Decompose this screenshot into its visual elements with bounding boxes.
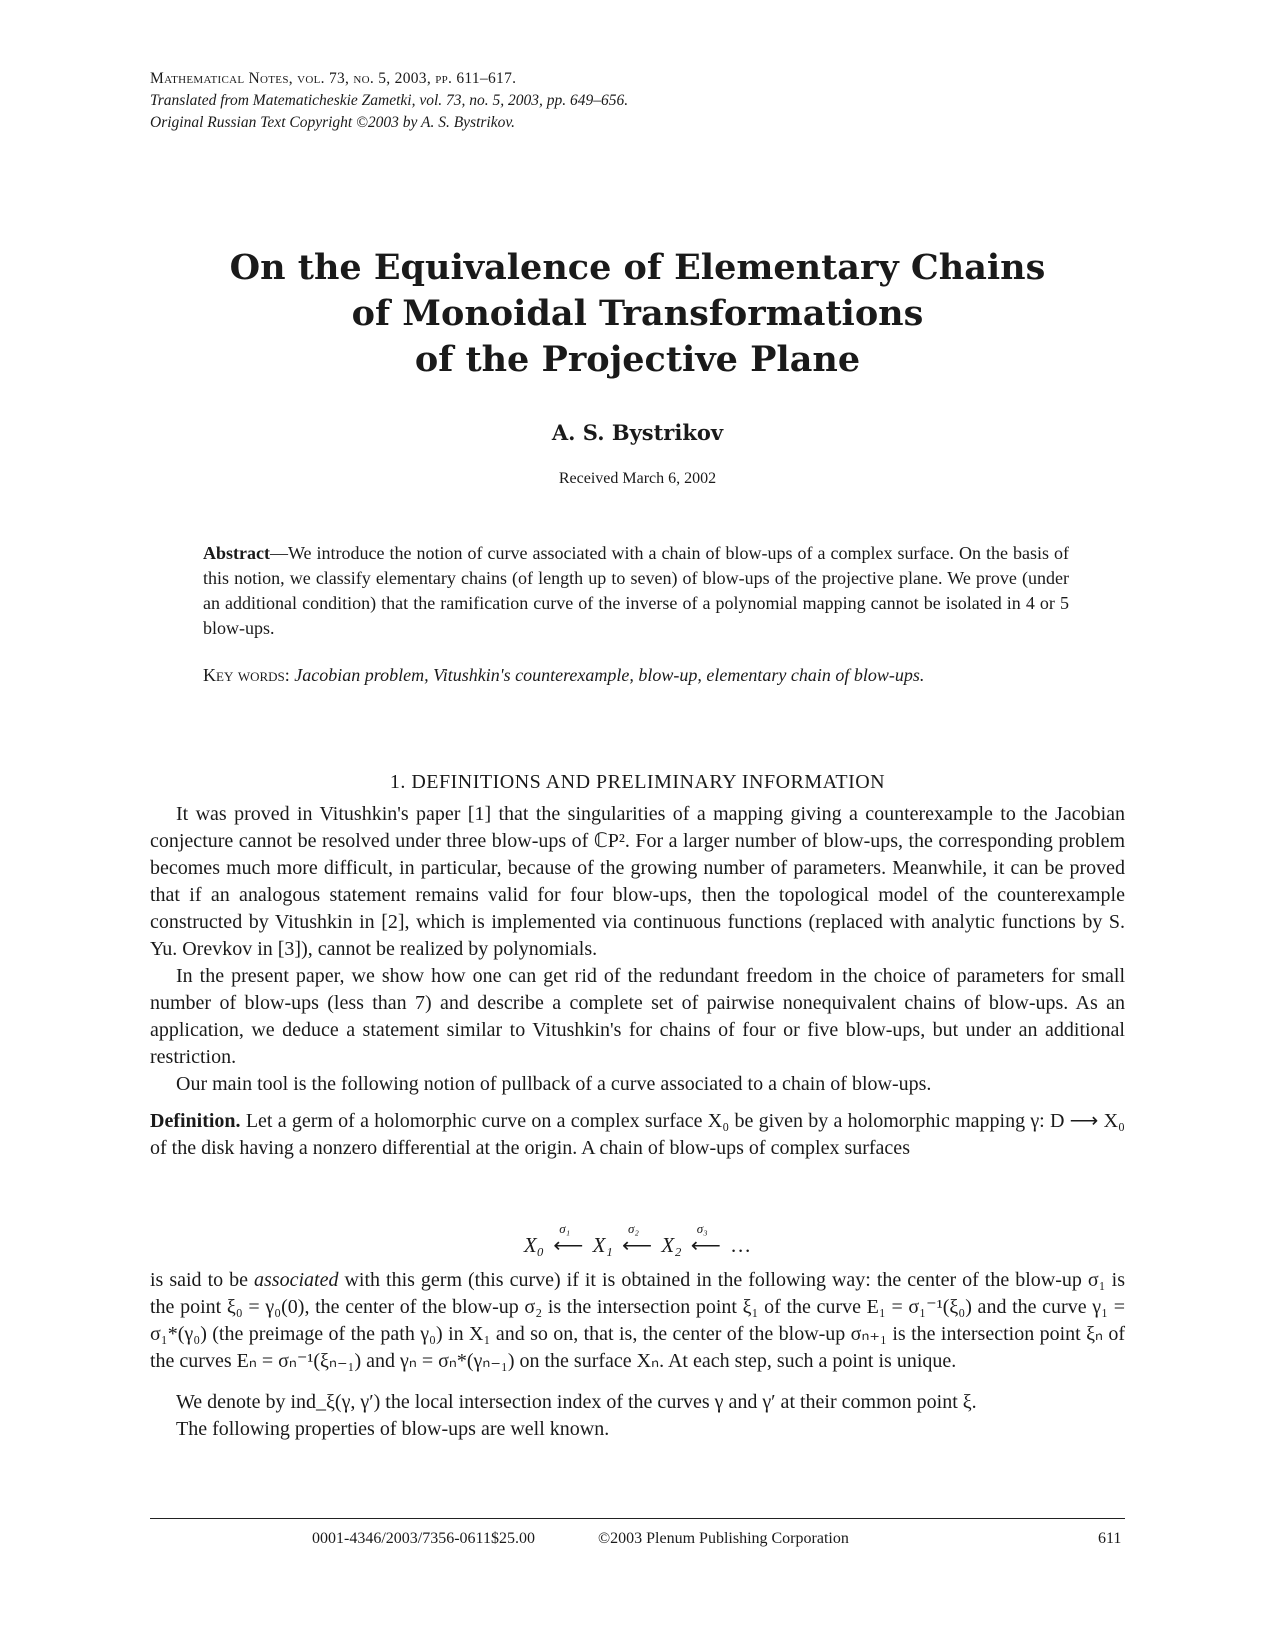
keywords-label: Key words: (203, 665, 290, 685)
p4-pre: is said to be (150, 1269, 255, 1291)
paragraph-3: Our main tool is the following notion of pullback of a curve associated to a chain of blow-ups. (176, 1073, 932, 1095)
eq-x0: X₀ (523, 1233, 545, 1257)
eq-arrow-2: ⟵ σ₂ (622, 1221, 653, 1257)
footer-code: 0001-4346/2003/7356-0611$25.00 (312, 1530, 535, 1547)
p4-italic: associated (254, 1269, 339, 1291)
author-name: A. S. Bystrikov (551, 420, 724, 445)
journal-citation: Mathematical Notes, vol. 73, no. 5, 2003, pp. 611–617. (150, 70, 517, 87)
journal-header (150, 68, 628, 134)
abstract-text: —We introduce the notion of curve associated with a chain of blow-ups of a complex surface. On the basis of this notion, we classify elementary chains (of length up to seven) of blow-ups of the projective plane. We prove (under an additional condition) that the ramification curve of the inverse of a polynomial mapping cannot be isolated in 4 or 5 blow-ups. (203, 543, 1069, 638)
paper-title (0, 245, 1275, 383)
title-line-3: of the Projective Plane (414, 339, 861, 380)
paragraph-5: We denote by ind_ξ(γ, γ′) the local intersection index of the curves γ and γ′ at their common point ξ. (176, 1391, 977, 1413)
paragraph-6: The following properties of blow-ups are well known. (176, 1418, 610, 1440)
definition-text: Let a germ of a holomorphic curve on a complex surface X₀ be given by a holomorphic mapping γ: D ⟶ X₀ of the disk having a nonzero differential at the origin. A chain of blow-ups of complex surfaces (150, 1110, 1126, 1159)
translation-note: Translated from Matematicheskie Zametki, vol. 73, no. 5, 2003, pp. 649–656. (150, 92, 629, 109)
eq-arrow-1: ⟵ σ₁ (553, 1221, 584, 1257)
definition (150, 1108, 1125, 1162)
keywords (203, 663, 1069, 688)
eq-sigma-1: σ₁ (559, 1221, 571, 1236)
p4-post: with this germ (this curve) if it is obtained in the following way: the center of the blow-up σ₁ is the point ξ₀ = γ₀(0), the center of the blow-up σ₂ is the intersection point ξ₁ of the curve E₁ = σ₁⁻¹(ξ₀) and the curve γ₁ = σ₁*(γ₀) (the preimage of the path γ₀) in X₁ and so on, that is, the center of the blow-up σₙ₊₁ is the intersection point ξₙ of the curves Eₙ = σₙ⁻¹(ξₙ₋₁) and γₙ = σₙ*(γₙ₋₁) on the surface Xₙ. At each step, such a point is unique. (150, 1269, 1126, 1372)
abstract (203, 541, 1069, 641)
keywords-text: Jacobian problem, Vitushkin's counterexample, blow-up, elementary chain of blow-ups. (294, 665, 925, 685)
copyright-note: Original Russian Text Copyright ©2003 by A. S. Bystrikov. (150, 114, 515, 131)
eq-x2: X₂ (661, 1233, 682, 1257)
definition-label: Definition. (150, 1110, 241, 1132)
received-date: Received March 6, 2002 (558, 470, 717, 487)
page-number: 611 (1098, 1530, 1122, 1547)
footer-publisher: ©2003 Plenum Publishing Corporation (598, 1530, 849, 1547)
body-text-upper (150, 801, 1125, 1162)
section-heading: 1. DEFINITIONS AND PRELIMINARY INFORMATION (389, 771, 886, 793)
eq-arrow-3: ⟵ σ₃ (690, 1221, 721, 1257)
abstract-label: Abstract (203, 543, 270, 563)
footer-rule (150, 1518, 1125, 1519)
title-line-1: On the Equivalence of Elementary Chains (229, 247, 1046, 288)
body-text-lower (150, 1267, 1125, 1443)
paragraph-1: It was proved in Vitushkin's paper [1] that the singularities of a mapping giving a counterexample to the Jacobian conjecture cannot be resolved under three blow-ups of ℂP². For a larger number of blow-ups, the corresponding problem becomes much more difficult, in particular, because of the growing number of parameters. Meanwhile, it can be proved that if an analogous statement remains valid for four blow-ups, then the topological model of the counterexample constructed by Vitushkin in [2], which is implemented via continuous functions (replaced with analytic functions by S. Yu. Orevkov in [3]), cannot be realized by polynomials. (150, 803, 1125, 960)
title-line-2: of Monoidal Transformations (351, 293, 924, 334)
paragraph-2: In the present paper, we show how one can get rid of the redundant freedom in the choice of parameters for small number of blow-ups (less than 7) and describe a complete set of pairwise nonequivalent chains of blow-ups. As an application, we deduce a statement similar to Vitushkin's for chains of four or five blow-ups, but under an additional restriction. (150, 965, 1125, 1068)
eq-sigma-2: σ₂ (628, 1221, 639, 1236)
eq-x1: X₁ (592, 1233, 613, 1257)
eq-dots: … (730, 1233, 752, 1257)
eq-sigma-3: σ₃ (696, 1221, 708, 1236)
blowup-chain-equation (0, 1221, 1275, 1258)
paragraph-4 (150, 1267, 1125, 1375)
